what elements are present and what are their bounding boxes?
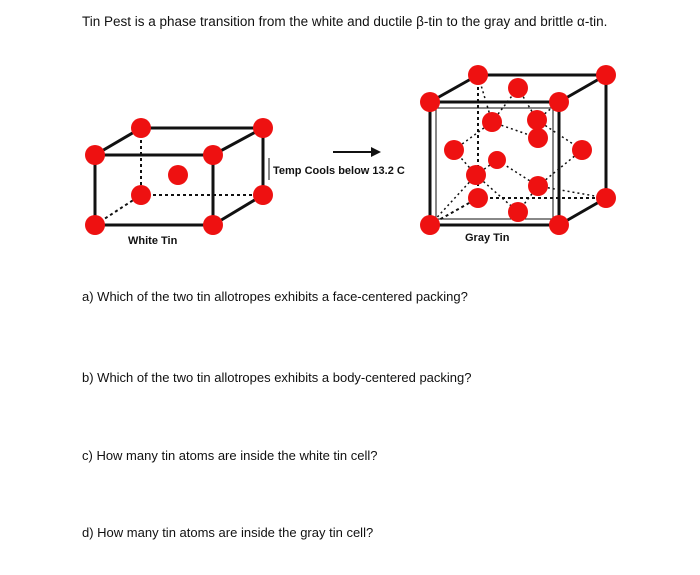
atom: [508, 78, 528, 98]
atom: [466, 165, 486, 185]
atom: [508, 202, 528, 222]
atom: [131, 118, 151, 138]
atom: [85, 145, 105, 165]
atom: [468, 188, 488, 208]
question-c: c) How many tin atoms are inside the white tin cell?: [82, 448, 378, 463]
atom: [203, 215, 223, 235]
atom: [420, 92, 440, 112]
white-tin-label: White Tin: [128, 235, 178, 247]
atom: [468, 65, 488, 85]
atom: [444, 140, 464, 160]
question-d: d) How many tin atoms are inside the gray tin cell?: [82, 525, 374, 540]
gray-tin-cell: [420, 65, 616, 235]
question-b: b) Which of the two tin allotropes exhibits a body-centered packing?: [82, 370, 472, 385]
atom: [488, 151, 506, 169]
atom: [528, 128, 548, 148]
atom: [549, 92, 569, 112]
atom: [131, 185, 151, 205]
question-a: a) Which of the two tin allotropes exhibits a face-centered packing?: [82, 289, 468, 304]
atom: [482, 112, 502, 132]
gray-tin-label: Gray Tin: [465, 232, 510, 244]
atom: [572, 140, 592, 160]
atom: [85, 215, 105, 235]
atom: [168, 165, 188, 185]
intro-text: Tin Pest is a phase transition from the white and ductile β-tin to the gray and brittle α-tin.: [82, 14, 608, 29]
white-tin-cell: [85, 118, 273, 235]
tin-allotrope-diagram: [0, 0, 700, 260]
atom: [253, 185, 273, 205]
atom: [528, 176, 548, 196]
atom: [420, 215, 440, 235]
atom: [527, 110, 547, 130]
atom: [253, 118, 273, 138]
arrow-label: Temp Cools below 13.2 C: [273, 165, 405, 177]
atom: [596, 65, 616, 85]
atom: [596, 188, 616, 208]
atom: [549, 215, 569, 235]
white-tin-atoms: [85, 118, 273, 235]
atom: [203, 145, 223, 165]
